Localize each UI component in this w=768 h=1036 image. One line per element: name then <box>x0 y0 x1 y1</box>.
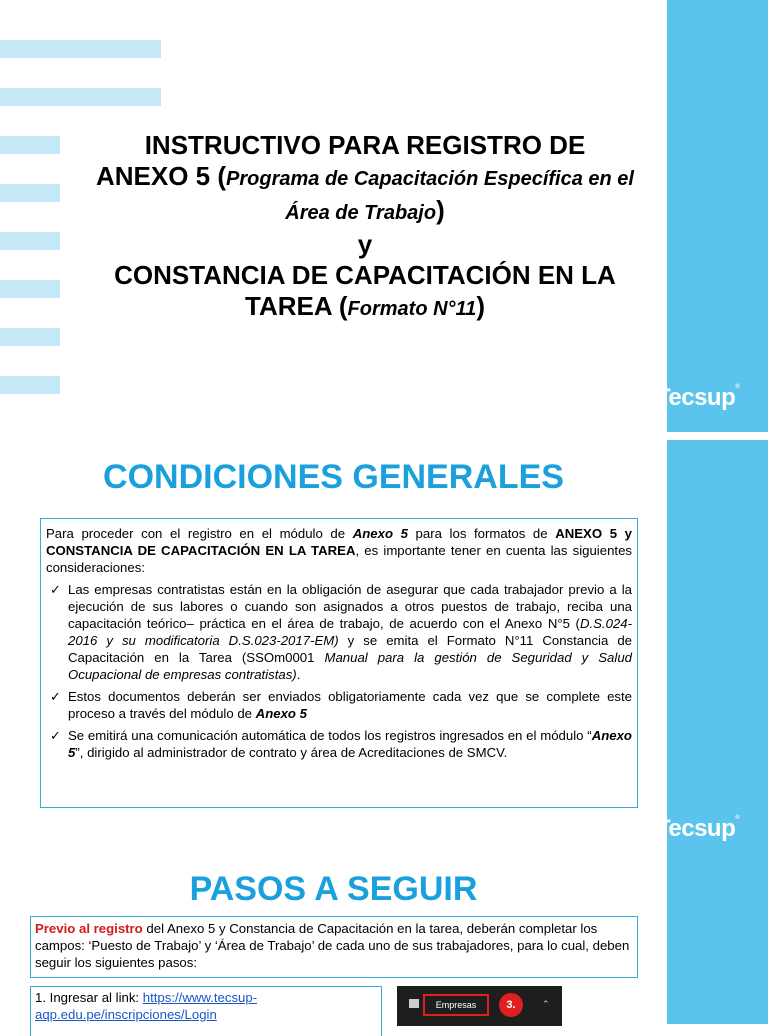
intro-text: para los formatos de <box>407 526 556 541</box>
item-text: Estos documentos deberán ser enviados obligatoriamente cada vez que se complete este proceso a través del módulo de <box>68 689 632 721</box>
logo-text: Tecsup <box>656 815 736 842</box>
intro-bold: ANEXO 5 y CONSTANCIA DE CAPACITACIÓN EN LA TAREA <box>46 526 632 558</box>
title-anexo-desc: Programa de Capacitación Específica en el Área de Trabajo <box>226 168 634 224</box>
steps-intro-text: del Anexo 5 y Constancia de Capacitación en la tarea, deberán completar los campos: ‘Puesto de Trabajo’ y ‘Área de Trabajo’ de cada uno de sus trabajadores, para lo cual, deben seguir los siguientes pasos: <box>35 921 630 970</box>
decor-stripe <box>0 328 60 346</box>
steps-intro-box <box>30 916 638 978</box>
item-text: y se emita el Formato N°11 Constancia de Capacitación en la Tarea (SSOm0001 <box>68 633 633 665</box>
item-italic: D.S.024-2016 y su modificatoria D.S.023-2017-EM) <box>68 616 632 648</box>
brand-sidebar <box>667 440 768 1024</box>
intro-anexo: Anexo 5 <box>352 526 408 541</box>
item-text: Se emitirá una comunicación automática de todos los registros ingresados en el módulo “ <box>68 728 592 743</box>
title-formato: Formato N°11 <box>347 298 477 320</box>
step-1-box <box>30 986 382 1036</box>
tecsup-logo <box>656 815 739 843</box>
step-text: Ingresar al link: <box>49 990 143 1005</box>
step-badge: 3. <box>499 993 523 1017</box>
steps-heading: PASOS A SEGUIR <box>189 870 478 908</box>
decor-stripe <box>0 376 60 394</box>
item-italic: Manual para la gestión de Seguridad y Salud Ocupacional de empresas contratistas) <box>68 650 632 682</box>
conditions-box <box>40 518 638 808</box>
list-item <box>46 581 632 683</box>
decor-stripe <box>0 136 60 154</box>
item-text: . <box>296 667 301 682</box>
check-icon: ✓ <box>50 728 62 743</box>
check-icon: ✓ <box>50 689 62 704</box>
intro-text: Para proceder con el registro en el módulo de <box>46 526 353 541</box>
item-bold: Anexo 5 <box>68 728 632 760</box>
decor-stripe <box>0 232 60 250</box>
list-item <box>46 727 632 761</box>
chevron-up-icon: ⌃ <box>542 999 550 1009</box>
tecsup-logo <box>656 384 739 412</box>
title-line1: INSTRUCTIVO PARA REGISTRO DE <box>144 130 586 160</box>
building-icon <box>409 999 419 1008</box>
title-line3 <box>80 260 650 325</box>
title-line2 <box>80 161 650 229</box>
intro-text: , es importante tener en cuenta las siguientes consideraciones: <box>46 543 632 575</box>
title-constancia: CONSTANCIA DE CAPACITACIÓN EN LA TAREA ( <box>114 260 616 321</box>
login-link[interactable]: https://www.tecsup-aqp.edu.pe/inscripciones/Login <box>35 990 258 1022</box>
logo-mark: ® <box>735 815 740 821</box>
brand-sidebar <box>667 0 768 432</box>
title-anexo: ANEXO 5 ( <box>96 161 227 191</box>
screenshot-empresas-menu <box>397 986 562 1026</box>
item-bold: Anexo 5 <box>255 706 307 721</box>
step-number: 1. <box>35 990 46 1005</box>
logo-text: Tecsup <box>656 384 736 411</box>
list-item <box>46 688 632 722</box>
page-title <box>80 130 650 325</box>
decor-stripe <box>0 280 60 298</box>
title-paren: ) <box>436 195 445 225</box>
logo-mark: ® <box>735 384 740 390</box>
empresas-menu-item[interactable]: Empresas <box>423 994 489 1016</box>
conditions-intro <box>46 525 632 576</box>
title-connector: y <box>357 229 373 259</box>
decor-stripe <box>0 40 161 58</box>
item-text: ”, dirigido al administrador de contrato y área de Acreditaciones de SMCV. <box>75 745 508 760</box>
decor-stripe <box>0 88 161 106</box>
conditions-heading: CONDICIONES GENERALES <box>103 458 564 496</box>
check-icon: ✓ <box>50 582 62 597</box>
decor-stripe <box>0 184 60 202</box>
title-paren: ) <box>476 291 485 321</box>
item-text: Las empresas contratistas están en la obligación de asegurar que cada trabajador previo a la ejecución de sus labores o cuando son asignados a otros puestos de trabajo, reciba una capacitación teórico– práctica en el área de trabajo, de acuerdo con el Anexo N°5 ( <box>68 582 632 631</box>
steps-intro-highlight: Previo al registro <box>35 921 143 936</box>
